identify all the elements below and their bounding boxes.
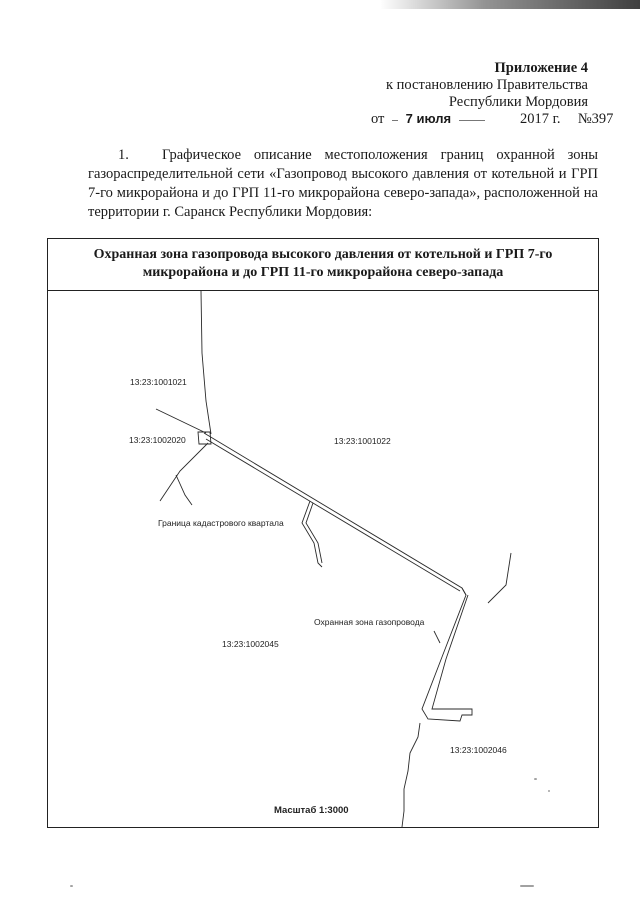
boundary-east-line	[488, 553, 511, 603]
boundary-northwest-line	[156, 409, 206, 433]
appendix-government-line: Республики Мордовия	[448, 94, 588, 110]
paragraph-text: Графическое описание местоположения границ охранной зоны газораспределительной сети «Газопровод высокого давления от котельной и ГРП 7-го микрорайона и до ГРП 11-го микрорайона северо-запада», расположенной на территории г. Саранск Республики Мордовия:	[88, 147, 598, 220]
description-paragraph	[88, 146, 598, 222]
label-quarter-1002045: 13:23:1002045	[222, 639, 279, 649]
date-year: 2017 г.	[520, 111, 561, 127]
scan-speck	[70, 885, 73, 887]
boundary-south-line	[402, 723, 420, 827]
map-drawing	[48, 291, 598, 827]
paragraph-number: 1.	[118, 147, 129, 163]
map-frame	[47, 238, 599, 828]
map-title-line1: Охранная зона газопровода высокого давления от котельной и ГРП 7-го	[93, 247, 553, 262]
label-quarter-1001021: 13:23:1001021	[130, 377, 187, 387]
scan-speck	[520, 885, 534, 887]
appendix-date-line	[371, 111, 613, 128]
map-title-line2: микрорайона и до ГРП 11-го микрорайона северо-запада	[142, 265, 504, 280]
date-prefix: от	[371, 111, 385, 127]
scan-speck	[548, 790, 550, 792]
scan-edge-shadow	[380, 0, 640, 9]
map-title	[48, 239, 598, 291]
label-protection-zone: Охранная зона газопровода	[314, 617, 425, 627]
scan-speck	[534, 778, 537, 780]
protection-zone-leader	[434, 631, 440, 643]
pipeline-side-branch	[302, 501, 322, 567]
label-quarter-1002020: 13:23:1002020	[129, 435, 186, 445]
label-quarter-1002046: 13:23:1002046	[450, 745, 507, 755]
protection-zone-outline	[422, 588, 472, 721]
appendix-title: Приложение 4	[494, 60, 588, 76]
boundary-branch-south	[176, 475, 192, 505]
date-handwritten: 7 июля	[405, 111, 452, 126]
date-blank-right	[459, 119, 485, 121]
resolution-number: №397	[577, 111, 614, 127]
date-blank-left	[392, 119, 398, 121]
map-scale: Масштаб 1:3000	[274, 805, 349, 816]
appendix-resolution-line: к постановлению Правительства	[386, 77, 588, 93]
pipeline-corridor-lower	[206, 439, 460, 591]
boundary-north-line	[201, 291, 211, 434]
label-quarter-1001022: 13:23:1001022	[334, 436, 391, 446]
label-quarter-boundary: Граница кадастрового квартала	[158, 518, 284, 528]
